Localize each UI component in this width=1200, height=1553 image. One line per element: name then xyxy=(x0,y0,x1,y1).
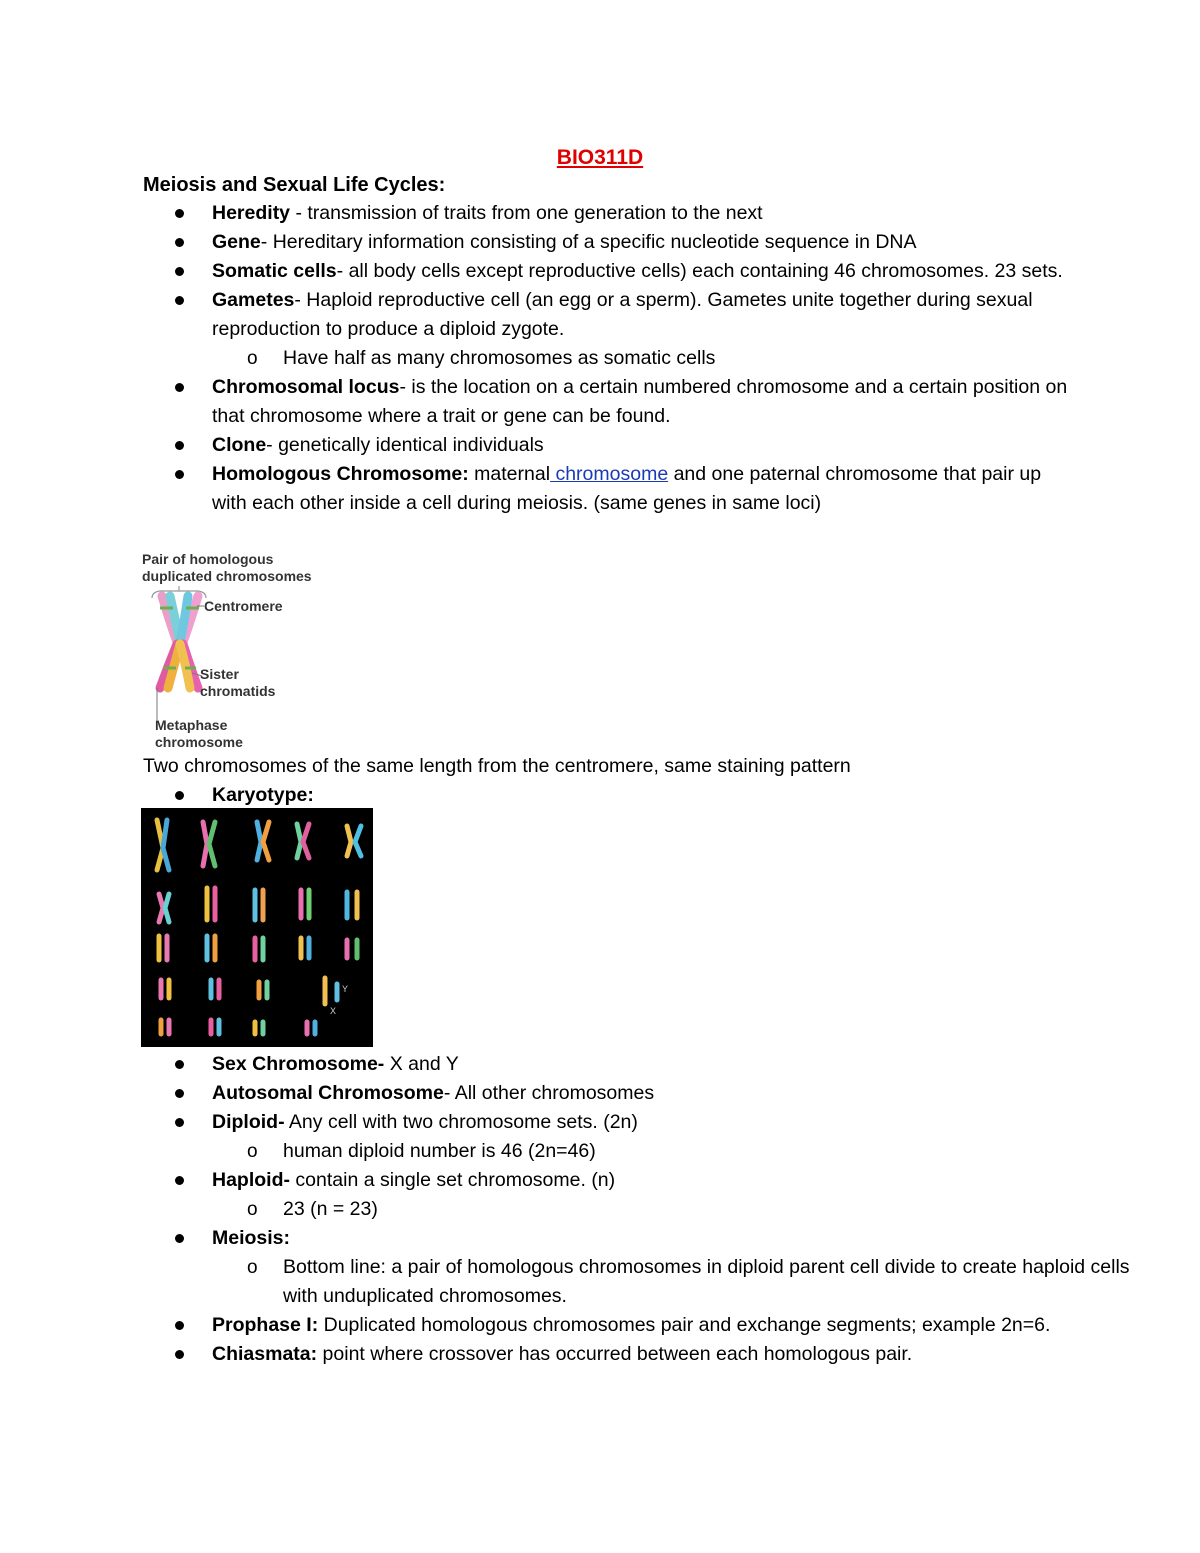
karyotype-list xyxy=(143,781,1072,810)
bullet-icon xyxy=(175,296,184,305)
bullet-icon xyxy=(175,1234,184,1243)
hollow-bullet-icon: o xyxy=(247,1257,258,1278)
bullet-icon xyxy=(175,209,184,218)
hollow-bullet-icon: o xyxy=(247,1141,258,1162)
list-item: Chiasmata: point where crossover has occurred between each homologous pair. xyxy=(143,1340,1072,1369)
bullet-icon xyxy=(175,441,184,450)
paragraph: Two chromosomes of the same length from the centromere, same staining pattern xyxy=(143,755,851,777)
bullet-icon xyxy=(175,1350,184,1359)
list-item: Clone- genetically identical individuals xyxy=(143,431,1072,460)
list-item: Gene- Hereditary information consisting of a specific nucleotide sequence in DNA xyxy=(143,228,1072,257)
x-chromosome-label: X xyxy=(330,1006,337,1016)
sister-chromatids-label: Sister chromatids xyxy=(200,666,276,699)
bullet-icon xyxy=(175,1176,184,1185)
document-title: BIO311D xyxy=(556,146,644,169)
list-item: Haploid- contain a single set chromosome. (n) xyxy=(143,1166,1072,1195)
list-item: Sex Chromosome- X and Y xyxy=(143,1050,1072,1079)
hollow-bullet-icon: o xyxy=(247,348,258,369)
karyotype-graphic xyxy=(141,808,373,1047)
sub-list-item: o Have half as many chromosomes as somatic cells xyxy=(143,344,1143,373)
bullet-icon xyxy=(175,1060,184,1069)
homologous-chromosome-figure xyxy=(140,548,340,753)
bullet-icon xyxy=(175,383,184,392)
y-chromosome-label: Y xyxy=(342,984,349,994)
list-item: Somatic cells- all body cells except reproductive cells) each containing 46 chromosomes. 23 sets. xyxy=(143,257,1072,286)
list-item: Gametes- Haploid reproductive cell (an egg or a sperm). Gametes unite together during sexual reproduction to produce a diploid zygote. xyxy=(143,286,1072,344)
pair-label: Pair of homologous duplicated chromosomes xyxy=(142,551,312,584)
metaphase-label: Metaphase chromosome xyxy=(155,717,243,750)
karyotype-image xyxy=(141,808,373,1047)
list-item: Autosomal Chromosome- All other chromosomes xyxy=(143,1079,1072,1108)
definition-list-2 xyxy=(143,1050,1143,1369)
bullet-icon xyxy=(175,238,184,247)
chromosome-link[interactable]: chromosome xyxy=(550,463,669,485)
list-item: Heredity - transmission of traits from one generation to the next xyxy=(143,199,1072,228)
bullet-icon xyxy=(175,267,184,276)
centromere-label: Centromere xyxy=(204,598,283,614)
sub-list-item: o 23 (n = 23) xyxy=(143,1195,1143,1224)
list-item: Karyotype: xyxy=(143,781,1072,810)
bullet-icon xyxy=(175,1118,184,1127)
bullet-icon xyxy=(175,1089,184,1098)
list-item: Prophase I: Duplicated homologous chromosomes pair and exchange segments; example 2n=6. xyxy=(143,1311,1072,1340)
hollow-bullet-icon: o xyxy=(247,1199,258,1220)
definition-list-1 xyxy=(143,199,1143,518)
sub-list-item: o Bottom line: a pair of homologous chromosomes in diploid parent cell divide to create haploid cells with unduplicated chromosomes. xyxy=(143,1253,1143,1311)
section-heading: Meiosis and Sexual Life Cycles: xyxy=(143,174,446,196)
bullet-icon xyxy=(175,1321,184,1330)
bullet-icon xyxy=(175,791,184,800)
list-item: Meiosis: xyxy=(143,1224,1072,1253)
sub-list-item: o human diploid number is 46 (2n=46) xyxy=(143,1137,1143,1166)
bullet-icon xyxy=(175,470,184,479)
list-item: Chromosomal locus- is the location on a certain numbered chromosome and a certain position on that chromosome where a trait or gene can be found. xyxy=(143,373,1072,431)
list-item: Diploid- Any cell with two chromosome sets. (2n) xyxy=(143,1108,1072,1137)
list-item: Homologous Chromosome: maternal chromosome and one paternal chromosome that pair up with each other inside a cell during meiosis. (same genes in same loci) xyxy=(143,460,1072,518)
